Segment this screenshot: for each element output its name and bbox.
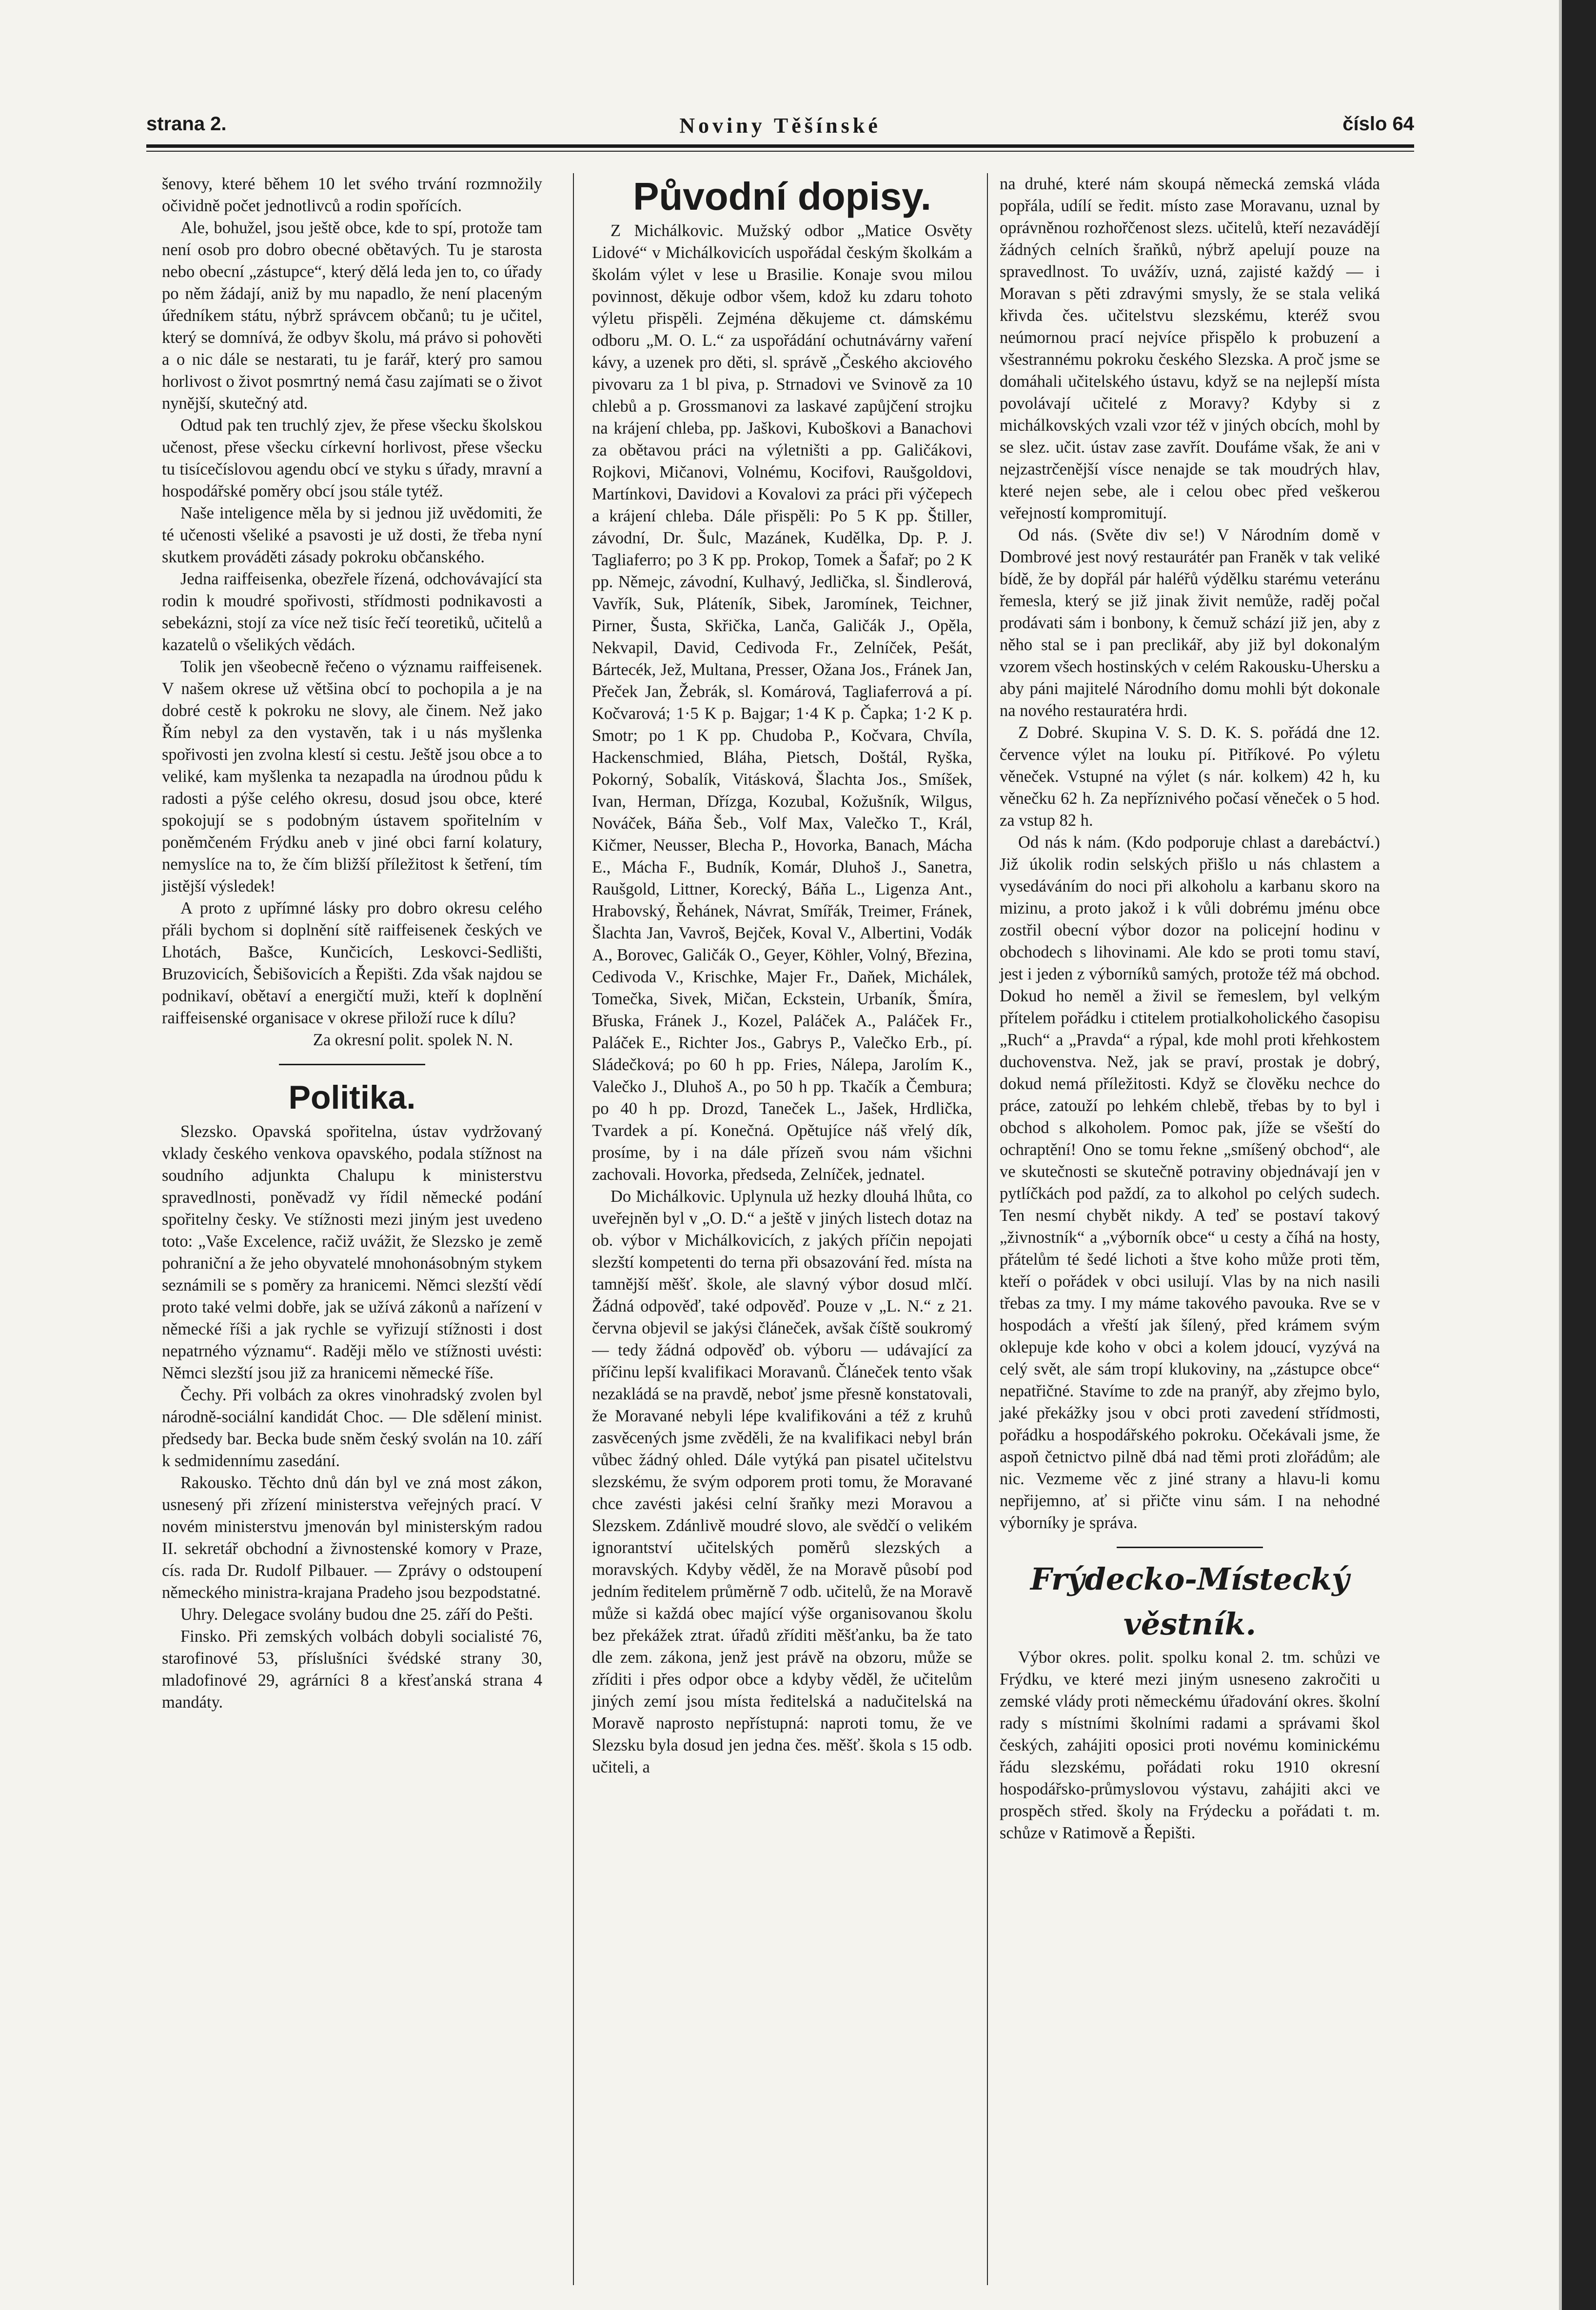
news-item: Finsko. Při zemských volbách dobyli socialisté 76, starofinové 53, příslušníci švédské strany 30, mladofinové 29, agrárníci 8 a křesťanská strana 4 mandáty. [162,1627,542,1712]
article-paragraph: šenovy, které během 10 let svého trvání rozmnožily očividně počet jednotlivců a rodin spořících. [162,175,542,215]
news-item: Čechy. Při volbách za okres vinohradský zvolen byl národně-sociální kandidát Choc. — Dle sdělení minist. předsedy bar. Becka bude sněm český svolán na 10. září k sedmidennímu zasedání. [162,1386,542,1470]
news-item: Od nás k nám. (Kdo podporuje chlast a darebáctví.) Již úkolik rodin selských přišlo u nás chlastem a vysedáváním do noci při alkoholu a karbanu skoro na mizinu, a proto jakož i k vůli dobrému jménu obce zostřil obecní výbor dozor na policejní hodinu v obchodech s lihovinami. Ale kdo se proti tomu staví, jest i jeden z výborníků samých, protože též má obchod. Dokud ho neměl a živil se řemeslem, byl velkým přítelem pořádku i ctitelem protialkoholického časopisu „Ruch“ a „Pravda“ a rýpal, kde mohl proti křehkostem duchovenstva. Než, jak se praví, prostak je dobrý, dokud nemá příležitosti. Když se člověku nechce do práce, zatouží po lehkém chlebě, třebas by to byl i obchod s alkoholem. Pomoc pak, jíže se všeští do ochraptění! Ono se tomu řekne „smíšený obchod“, ale ve skutečnosti se skutečně potraviny objednávají jen v pytlíčkách pod paždí, za to alkohol po celých sudech. Ten nesmí chybět nikdy. A teď se postaví takový „živnostník“ a „výborník obce“ u cesty a číhá na hosty, přátelům té šedé lichoti a štve koho může proti těm, kteří o pořádek v obci usilují. Vlas by na nich nasili třebas za tmy. I my máme takového pavouka. Rve se v hospodách a vřeští jak šílený, před krámem svým oklepuje kde koho v obci a kolem jdoucí, vyzývá na celý svět, ale sám tropí klukoviny, na „zástupce obce“ nepatřičné. Stavíme to zde na pranýř, aby zřejmo bylo, jaké překážky jsou v obci proti zavedení střídmosti, pořádku a hospodářského pokroku. Očekávali jsme, že aspoň četnictvo pilně dbá nad těmi proti zlořádům; ale nic. Vezmeme věc z jiné strany a hlavu-li komu nepřijemno, ať si přičte vinu sám. I na nehodné výborníky je správa. [1000,833,1380,1532]
column-middle [592,173,972,1778]
news-item: Uhry. Delegace svolány budou dne 25. září do Pešti. [180,1605,533,1624]
newspaper-title: Noviny Těšínské [679,114,881,138]
news-item: Z Michálkovic. Mužský odbor „Matice Osvěty Lidové“ v Michálkovicích uspořádal českým školkám a školám výlet v lese u Brasilie. Konaje svou milou povinnost, děkuje odbor všem, kdož ku zdaru tohoto výletu přispěli. Zejména děkujeme ct. dámskému odboru „M. O. L.“ za uspořádání ochutnávárny vaření kávy, a uzenek pro děti, sl. správě „Českého akciového pivovaru za 1 bl piva, p. Strnadovi ve Svinově za 10 chlebů a p. Grossmanovi za laskavé zapůjčení strojku na krájení chleba, pp. Jaškovi, Kuboškovi a Banachovi za obětavou práci na výletništi a pp. Galičákovi, Rojkovi, Mičanovi, Volnému, Kocifovi, Raušgoldovi, Martínkovi, Davidovi a Kovalovi za práci při výčepech a krájení chleba. Dále přispěli: Po 5 K pp. Štiller, závodní, Dr. Šulc, Mazánek, Kudělka, Dp. P. J. Tagliaferro; po 3 K pp. Prokop, Tomek a Šafař; po 2 K pp. Němejc, závodní, Kulhavý, Jedlička, sl. Šindlerová, Vavřík, Suk, Pláteník, Sibek, Jaromínek, Teichner, Pirner, Šusta, Skřička, Lanča, Galičák J., Opěla, Nekvapil, David, Cedivoda Fr., Zelníček, Pešát, Bártecék, Jež, Multana, Presser, Ožana Jos., Fránek Jan, Přeček Jan, Žebrák, sl. Komárová, Tagliaferrová a pí. Kočvarová; 1·5 K p. Bajgar; 1·4 K p. Čapka; 1·2 K p. Smotr; po 1 K pp. Chudoba P., Kočvara, Chvíla, Hackenschmied, Bláha, Pietsch, Doštál, Ryška, Pokorný, Sobalík, Vitásková, Šlachta Jos., Smíšek, Ivan, Herman, Dřízga, Kozubal, Kožušník, Wilgus, Nováček, Báňa Šeb., Volf Max, Valečko T., Král, Kičmer, Neusser, Blecha P., Hovorka, Banach, Mácha E., Mácha F., Budník, Komár, Dluhoš J., Sanetra, Raušgold, Littner, Korecký, Báňa L., Ligenza Ant., Hrabovský, Řehánek, Návrat, Smířák, Treimer, Fránek, Šlachta Jan, Vavroš, Bejček, Koval V., Albertini, Vodák A., Borovec, Galičák O., Geyer, Köhler, Volný, Březina, Cedivoda V., Krischke, Majer Fr., Daňek, Michálek, Tomečka, Sivek, Mičan, Eckstein, Urbaník, Šmíra, Břuska, Fránek J., Kozel, Paláček A., Paláček Fr., Paláček E., Richter Jos., Gabrys P., Valečko Erb., pí. Sládečková; po 60 h pp. Fries, Nálepa, Jarolím K., Valečko J., Dluhoš A., po 50 h pp. Tkačík a Čembura; po 40 h pp. Drozd, Taneček L., Jašek, Hrdlička, Tvardek a pí. Konečná. Opětujíce náš vřelý dík, prosíme, by i na dále přízeň svou nám všichni zachovali. Hovorka, předseda, Zelníček, jednatel. [592,221,972,1184]
news-item: Z Dobré. Skupina V. S. D. K. S. pořádá dne 12. července výlet na louku pí. Pitříkové. Po výletu věneček. Vstupné na výlet (s nár. kolkem) 42 h, ku věnečku 62 h. Za nepříznivého počasí věneček o 5 hod. za vstup 82 h. [1000,723,1380,830]
header-rule-thin [146,151,1414,152]
news-item: Slezsko. Opavská spořitelna, ústav vydržovaný vklady českého venkova opavského, podala stížnost na soudního adjunkta Chalupu k ministerstvu spravedlnosti, poněvadž vy řídil německé podání spořitelny česky. Ve stížnosti mezi jiným jest uvedeno toto: „Vaše Excelence, račiž uvážit, že Slezsko je země pohraniční a že jeho obyvatelé mnohonásobným stykem seznámili se s poměry za hranicemi. Němci slezští vědí proto také velmi dobře, jak se užívá zákonů a nařízení v německé říši a jak rychle se vyřizují stížnosti i dost nepatrného významu“. Raději mělo ve stížnosti uvésti: Němci slezští jsou již za hranicemi německé říše. [162,1122,542,1382]
issue-number: číslo 64 [1342,113,1414,135]
page-number: strana 2. [146,113,227,135]
article-paragraph: Ale, bohužel, jsou ještě obce, kde to spí, protože tam není osob pro dobro obecné obětavých. Tu je starosta nebo obecní „zástupce“, který dělá leda jen to, co úřady po něm žádají, aniž by mu napadlo, že není placeným úředníkem státu, nýbrž správcem občanů; tu je učitel, který se domnívá, že odbyv školu, má právo si pohověti a o nic dále se nestarati, tu je farář, který pro samou horlivost o život posmrtný nemá času zajímati se o život nynější, skutečný atd. [162,219,542,413]
news-item: Rakousko. Těchto dnů dán byl ve zná most zákon, usnesený při zřízení ministerstva veřejných prací. V novém ministerstvu jmenován byl ministerským radou II. sekretář obchodní a živnostenské komory v Praze, cís. rada Dr. Rudolf Pilbauer. — Zprávy o odstoupení německého ministra-krajana Pradeho jsou bezpodstatné. [162,1474,542,1602]
column-divider [987,173,988,2285]
column-divider [573,173,574,2285]
article-paragraph: Naše inteligence měla by si jednou již uvědomiti, že té učenosti všeliké a psavosti je už dosti, že třeba nyní skutkem prováděti zásady pokroku občanského. [162,504,542,566]
header-rule-thick [146,144,1414,148]
section-title-frydecko-mistecky-vestnik: Frýdecko-Místecký věstník. [1030,1561,1350,1642]
news-item: Od nás. (Světe div se!) V Národním domě v Dombrové jest nový restaurátér pan Franěk v tak veliké bídě, že by dopřál pár haléřů výdělku starému veteránu řemesla, který se již jinak živit nemůže, raděj počal prodávati sám i bonbony, k čemuž schází již jen, aby z něho stal se i pan preclikář, aby již byl dokonalým vzorem všech hostinských v celém Rakousku-Uhersku a aby páni majitelé Národního domu mohli být dokonale na nového restauratéra hrdi. [1000,526,1380,720]
article-paragraph: Tolik jen všeobecně řečeno o významu raiffeisenek. V našem okrese už většina obcí to pochopila a je na dobré cestě k pokroku ne slovy, ale činem. Než jako Řím nebyl za den vystavěn, tak i u nás myšlenka spořivosti jen zvolna klestí si cestu. Ještě jsou obce a to veliké, kam myšlenka ta nezapadla na úrodnou půdu k radosti a pýše celého okresu, dosud jsou obce, které spokojují se s podobným ústavem spořitelním v poněmčeném Frýdku aneb v jiné obci farní kolatury, nemyslíce na to, že čím bližší příležitost k šetření, tím jistější výsledek! [162,657,542,896]
news-item: Do Michálkovic. Uplynula už hezky dlouhá lhůta, co uveřejněn byl v „O. D.“ a ještě v jiných listech dotaz na ob. výbor v Michálkovicích, z jakých příčin nepojati slezští kompetenti do terna při obsazování řed. místa na tamnější měšť. škole, ale slavný výbor dosud mlčí. Žádná odpověď, také odpověď. Pouze v „L. N.“ z 21. června objevil se jakýsi článeček, avšak číště soukromý — tedy žádná odpověď ob. výboru — udávající za příčinu lepší kvalifikaci Moravanů. Článeček tento však nezakládá se na pravdě, neboť jsme přesně konstatovali, že Moravané nebyli lépe kvalifikováni a též z kruhů zasvěcených jsme zvěděli, že na kvalifikaci nebyl brán vůbec žádný ohled. Dále vytýká pan pisatel učitelstvu slezskému, že svým odporem proti tomu, že Moravané chce zavésti jakési celní šraňky mezi Moravou a Slezskem. Zdánlivě moudré slovo, ale svědčí o velikém ignorantství učitelských poměrů slezských a moravských. Kdyby věděl, že na Moravě působí pod jedním ředitelem průměrně 7 odb. učitelů, že na Moravě může si každá obec mající výše organisovanou školu bez překážek ztrat. úřadů zříditi měšťanku, ba že tato dle zem. zákona, jenž jest právě na obzoru, může se zříditi i přes odpor obce a kdyby věděl, že učitelům jiných zemí jsou místa ředitelská a nadučitelská na Moravě naprosto nepřístupná: naproti tomu, že ve Slezsku byla dosud jen jedna čes. měšť. škola s 15 odb. učiteli, a [592,1187,972,1776]
news-item: Výbor okres. polit. spolku konal 2. tm. schůzi ve Frýdku, ve které mezi jiným usneseno zakročiti u zemské vlády proti německému úřadování okres. školní rady s místními školními radami a správami škol českých, zahájiti oposici proti novému kominickému řádu slezskému, pořádati roku 1910 okresní hospodářsko-průmyslovou výstavu, zahájiti akci ve prospěch střed. školy na Frýdecku a pořádati t. m. schůze v Ratimově a Řepišti. [1000,1648,1380,1842]
article-paragraph: Odtud pak ten truchlý zjev, že přese všecku školskou učenost, přese všecku církevní horlivost, přese všecku tu tisícečíslovou agendu obcí ve styku s úřady, mravní a hospodářské poměry obcí jsou stále tytéž. [162,416,542,500]
article-paragraph: Jedna raiffeisenka, obezřele řízená, odchovávající sta rodin k moudré spořivosti, střídmosti podnikavosti a sebekázni, stojí za více než tisíc řečí teoretiků, učitelů a kazatelů o všelikých vědách. [162,570,542,654]
article-signature: Za okresní polit. spolek N. N. [313,1031,513,1049]
section-title-politika: Politika. [288,1079,416,1116]
column-right [1000,173,1380,1844]
section-separator [279,1064,425,1065]
article-paragraph: A proto z upřímné lásky pro dobro okresu celého přáli bychom si doplnění sítě raiffeisenek českých ve Lhotách, Bašce, Kunčicích, Leskovci-Sedlišti, Bruzovicích, Šebišovicích a Řepišti. Zda však najdou se podnikaví, obětaví a energičtí muži, kteří k doplnění raiffeisenské organisace v okrese přiloží ruce k dílu? [162,899,542,1027]
section-separator [1117,1547,1263,1548]
section-title-puvodni-dopisy: Původní dopisy. [633,175,931,218]
scan-edge-shadow [1562,0,1596,2310]
column-left [162,173,542,1713]
page-header [146,113,1414,142]
article-paragraph: na druhé, které nám skoupá německá zemská vláda popřála, udílí se ředit. místo zase Moravanu, uznal by oprávněnou rozhořčenost slezs. učitelů, kteří nezavádějí žádných celních šraňků, nýbrž apelují pouze na spravedlnost. To uvážív, uzná, zajisté každý — i Moravan s pěti zdravými smysly, že se stala veliká křivda čes. učitelstvu slezskému, kteréž svou neúmornou prací nejvíce přispělo k probuzení a všestrannému pokroku českého Slezska. A proč jsme se domáhali učitelského ústavu, když se na nejlepší místa povolávají učitelé z Moravy? Kdyby si z michálkovských vzali vzor též v jiných obcích, mohl by se slez. učit. ústav zase zavřít. Doufáme však, že ani v nejzastrčenější vísce nenajde se tak moudrých hlav, které nejen sebe, ale i celou obec před veškerou veřejností kompromitují. [1000,175,1380,522]
